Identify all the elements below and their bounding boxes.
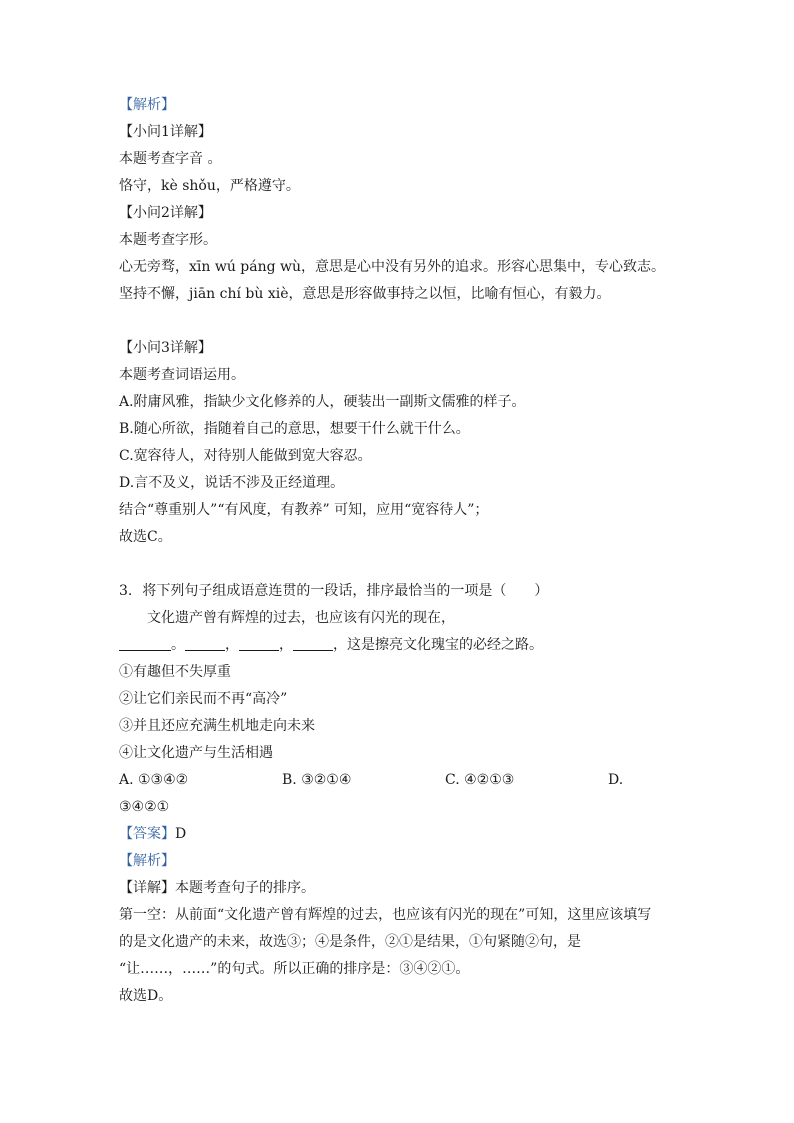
passage-line-2 (119, 632, 679, 659)
question-number: 3. (119, 583, 133, 599)
option-d-label: D. (608, 772, 624, 788)
detail-explanation-1: 第一空：从前面“文化遗产曾有辉煌的过去，也应该有闪光的现在”可知，这里应该填写 (119, 907, 652, 923)
sub-question-3-answer: 故选C。 (119, 529, 172, 545)
analysis-heading: 【解析】 (119, 97, 175, 113)
sub-question-1-topic: 本题考查字音 。 (119, 151, 222, 167)
fill-blank-2 (185, 634, 225, 651)
detail-explanation-2: 的是文化遗产的未来，故选③；④是条件，②①是结果，①句紧随②句，是 (119, 934, 581, 950)
sentence-item-1: ①有趣但不失厚重 (119, 664, 231, 680)
question-text: 将下列句子组成语意连贯的一段话，排序最恰当的一项是（ ） (142, 583, 549, 599)
option-b: B. ③②①④ (282, 772, 352, 788)
answer-heading: 【答案】 (119, 826, 175, 842)
question-3-stem (119, 578, 679, 605)
sub-question-3-option-c: C.宽容待人，对待别人能做到宽大容忍。 (119, 448, 372, 464)
detail-heading: 【详解】 (119, 880, 175, 896)
fill-blank-4 (293, 634, 333, 651)
sub-question-3-heading: 【小问3详解】 (119, 340, 212, 356)
sentence-item-2: ②让它们亲民而不再“高冷” (119, 691, 288, 707)
option-a: A. ①③④② (119, 772, 189, 788)
option-c: C. ④②①③ (445, 772, 515, 788)
paragraph-gap (119, 551, 679, 578)
document-page (119, 92, 679, 1010)
sub-question-3-option-a: A.附庸风雅，指缺少文化修养的人，硬装出一副斯文儒雅的样子。 (119, 394, 526, 410)
sentence-item-4: ④让文化遗产与生活相遇 (119, 745, 273, 761)
passage-separator: ， (279, 637, 293, 653)
sub-question-2-explanation-1: 心无旁骛，xīn wú páng wù，意思是心中没有另外的追求。形容心思集中，专心致志。 (119, 259, 666, 275)
sub-question-1-explanation: 恪守，kè shǒu，严格遵守。 (119, 178, 300, 194)
passage-line-1: 文化遗产曾有辉煌的过去，也应该有闪光的现在， (147, 610, 455, 626)
sub-question-1-heading: 【小问1详解】 (119, 124, 212, 140)
paragraph-gap (119, 308, 679, 335)
answer-line (119, 821, 679, 848)
passage-separator: 。 (171, 637, 185, 653)
sub-question-3-option-d: D.言不及义，说话不涉及正经道理。 (119, 475, 345, 491)
detail-topic: 本题考查句子的排序。 (175, 880, 315, 896)
option-d-value: ③④②① (119, 799, 170, 815)
sub-question-2-topic: 本题考查字形。 (119, 232, 217, 248)
question-3-analysis-heading: 【解析】 (119, 853, 175, 869)
sub-question-3-topic: 本题考查词语运用。 (119, 367, 245, 383)
detail-line (119, 875, 679, 902)
sub-question-3-conclusion: 结合“尊重别人”“有风度，有教养” 可知，应用“宽容待人”； (119, 502, 489, 518)
sub-question-3-option-b: B.随心所欲，指随着自己的意思，想要干什么就干什么。 (119, 421, 470, 437)
detail-explanation-3: “让……，……”的句式。所以正确的排序是：③④②①。 (119, 961, 470, 977)
fill-blank-1 (119, 634, 171, 651)
sub-question-2-heading: 【小问2详解】 (119, 205, 212, 221)
sub-question-2-explanation-2: 坚持不懈，jiān chí bù xiè，意思是形容做事持之以恒，比喻有恒心，有毅力。 (119, 286, 611, 302)
detail-answer: 故选D。 (119, 988, 173, 1004)
passage-ending: ，这是擦亮文化瑰宝的必经之路。 (333, 637, 543, 653)
answer-options (119, 767, 679, 794)
sentence-item-3: ③并且还应充满生机地走向未来 (119, 718, 315, 734)
passage-separator: ， (225, 637, 239, 653)
fill-blank-3 (239, 634, 279, 651)
answer-value: D (175, 826, 187, 842)
